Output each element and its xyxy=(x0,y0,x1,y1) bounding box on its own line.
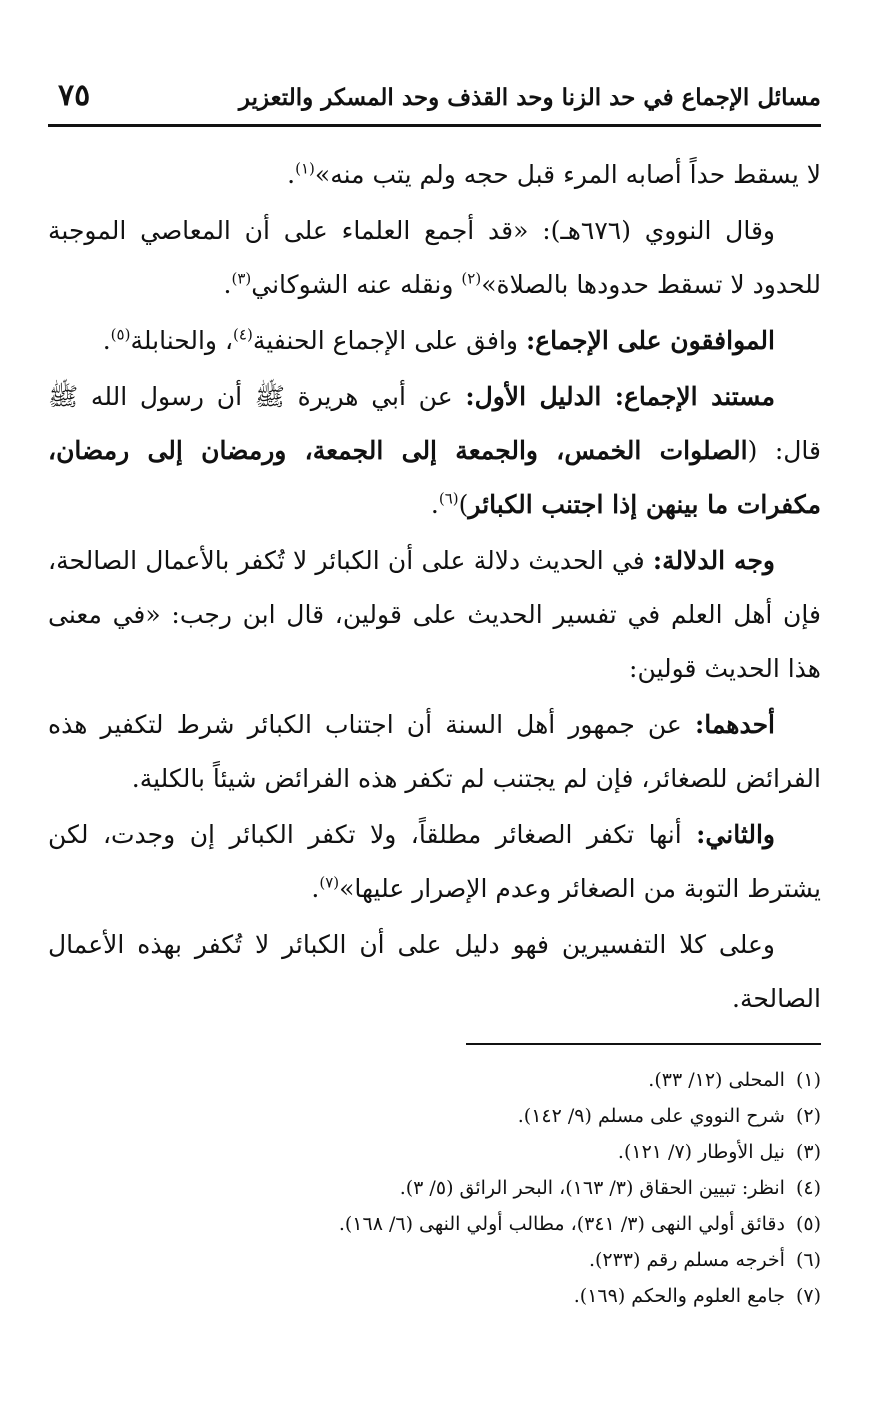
footnote-7 xyxy=(48,1278,821,1314)
footnote-text: شرح النووي على مسلم (٩/ ١٤٢). xyxy=(517,1105,785,1127)
footnote-ref-1: (١) xyxy=(295,159,315,178)
footnote-ref-2: (٢) xyxy=(461,269,482,288)
footnote-text: دقائق أولي النهى (٣/ ٣٤١)، مطالب أولي النهى (٦/ ١٦٨). xyxy=(338,1213,785,1235)
footnote-number: (١) xyxy=(795,1069,821,1091)
footnote-separator xyxy=(466,1043,821,1045)
section-lead: وجه الدلالة: xyxy=(652,546,775,575)
paragraph-end: . xyxy=(102,326,111,355)
paragraph-3 xyxy=(48,314,821,368)
main-text xyxy=(48,148,821,1028)
footnote-text: أخرجه مسلم رقم (٢٣٣). xyxy=(588,1249,785,1271)
footnote-number: (٥) xyxy=(795,1213,821,1235)
footnote-ref-6: (٦) xyxy=(438,489,459,508)
footnote-number: (٧) xyxy=(795,1285,821,1307)
paragraph-end: . xyxy=(287,160,296,189)
footnote-ref-7: (٧) xyxy=(319,873,340,892)
footnote-number: (٢) xyxy=(795,1105,821,1127)
section-lead: الموافقون على الإجماع: xyxy=(525,326,775,355)
paragraph-7 xyxy=(48,808,821,916)
paragraph-6 xyxy=(48,698,821,806)
paragraph-end: . xyxy=(430,490,439,519)
footnote-2 xyxy=(48,1098,821,1134)
footnote-text: انظر: تبيين الحقاق (٣/ ١٦٣)، البحر الرائق (٥/ ٣). xyxy=(399,1177,785,1199)
section-lead: مستند الإجماع: الدليل الأول: xyxy=(465,382,776,411)
paragraph-text: في الحديث دلالة على أن الكبائر لا تُكفر بالأعمال الصالحة، فإن أهل العلم في تفسير الحديث على قولين، قال ابن رجب: «في معنى هذا الحديث قولين: xyxy=(48,546,821,683)
header-rule xyxy=(48,124,821,127)
paragraph-text: ) xyxy=(458,490,469,519)
footnote-4 xyxy=(48,1170,821,1206)
paragraph-end: . xyxy=(223,270,232,299)
paragraph-8 xyxy=(48,918,821,1026)
paragraph-text: عن جمهور أهل السنة أن اجتناب الكبائر شرط لتكفير هذه الفرائض للصغائر، فإن لم يجتنب لم تكفر هذه الفرائض شيئاً بالكلية. xyxy=(48,710,821,793)
running-head-title: مسائل الإجماع في حد الزنا وحد القذف وحد المسكر والتعزير xyxy=(238,84,821,111)
footnotes xyxy=(48,1062,821,1314)
footnote-3 xyxy=(48,1134,821,1170)
footnote-1 xyxy=(48,1062,821,1098)
paragraph-text: ونقله عنه الشوكاني xyxy=(251,270,462,299)
paragraph-2 xyxy=(48,204,821,312)
footnote-ref-5: (٥) xyxy=(110,325,131,344)
paragraph-4 xyxy=(48,370,821,532)
paragraph-1 xyxy=(48,148,821,202)
paragraph-text: لا يسقط حداً أصابه المرء قبل حجه ولم يتب منه» xyxy=(314,160,821,189)
page-number: ٧٥ xyxy=(58,78,91,113)
footnote-6 xyxy=(48,1242,821,1278)
paragraph-text: أنها تكفر الصغائر مطلقاً، ولا تكفر الكبائر إن وجدت، لكن يشترط التوبة من الصغائر وعدم الإصرار عليها» xyxy=(48,820,821,903)
paragraph-text: وعلى كلا التفسيرين فهو دليل على أن الكبائر لا تُكفر بهذه الأعمال الصالحة. xyxy=(48,930,821,1013)
running-header xyxy=(48,76,821,122)
paragraph-text: وقال النووي (٦٧٦هـ): «قد أجمع العلماء على أن المعاصي الموجبة للحدود لا تسقط حدودها بالصلاة» xyxy=(48,216,821,299)
footnote-number: (٦) xyxy=(795,1249,821,1271)
footnote-ref-3: (٣) xyxy=(231,269,252,288)
section-lead: أحدهما: xyxy=(694,710,775,739)
paragraph-text: وافق على الإجماع الحنفية xyxy=(252,326,526,355)
footnote-number: (٣) xyxy=(795,1141,821,1163)
paragraph-text: ، والحنابلة xyxy=(130,326,234,355)
hadith-text: الصلوات الخمس، والجمعة إلى الجمعة، ورمضان إلى رمضان، مكفرات ما بينهن إذا اجتنب الكبائر xyxy=(48,436,821,519)
footnote-ref-4: (٤) xyxy=(233,325,253,344)
footnote-text: نيل الأوطار (٧/ ١٢١). xyxy=(617,1141,785,1163)
footnote-text: المحلى (١٢/ ٣٣). xyxy=(648,1069,785,1091)
footnote-5 xyxy=(48,1206,821,1242)
paragraph-5 xyxy=(48,534,821,696)
footnote-text: جامع العلوم والحكم (١٦٩). xyxy=(573,1285,785,1307)
paragraph-end: . xyxy=(311,874,320,903)
footnote-number: (٤) xyxy=(795,1177,821,1199)
paragraph-text: عن أبي هريرة ﷺ أن رسول الله ﷺ قال: ( xyxy=(48,382,821,465)
section-lead: والثاني: xyxy=(696,820,775,849)
